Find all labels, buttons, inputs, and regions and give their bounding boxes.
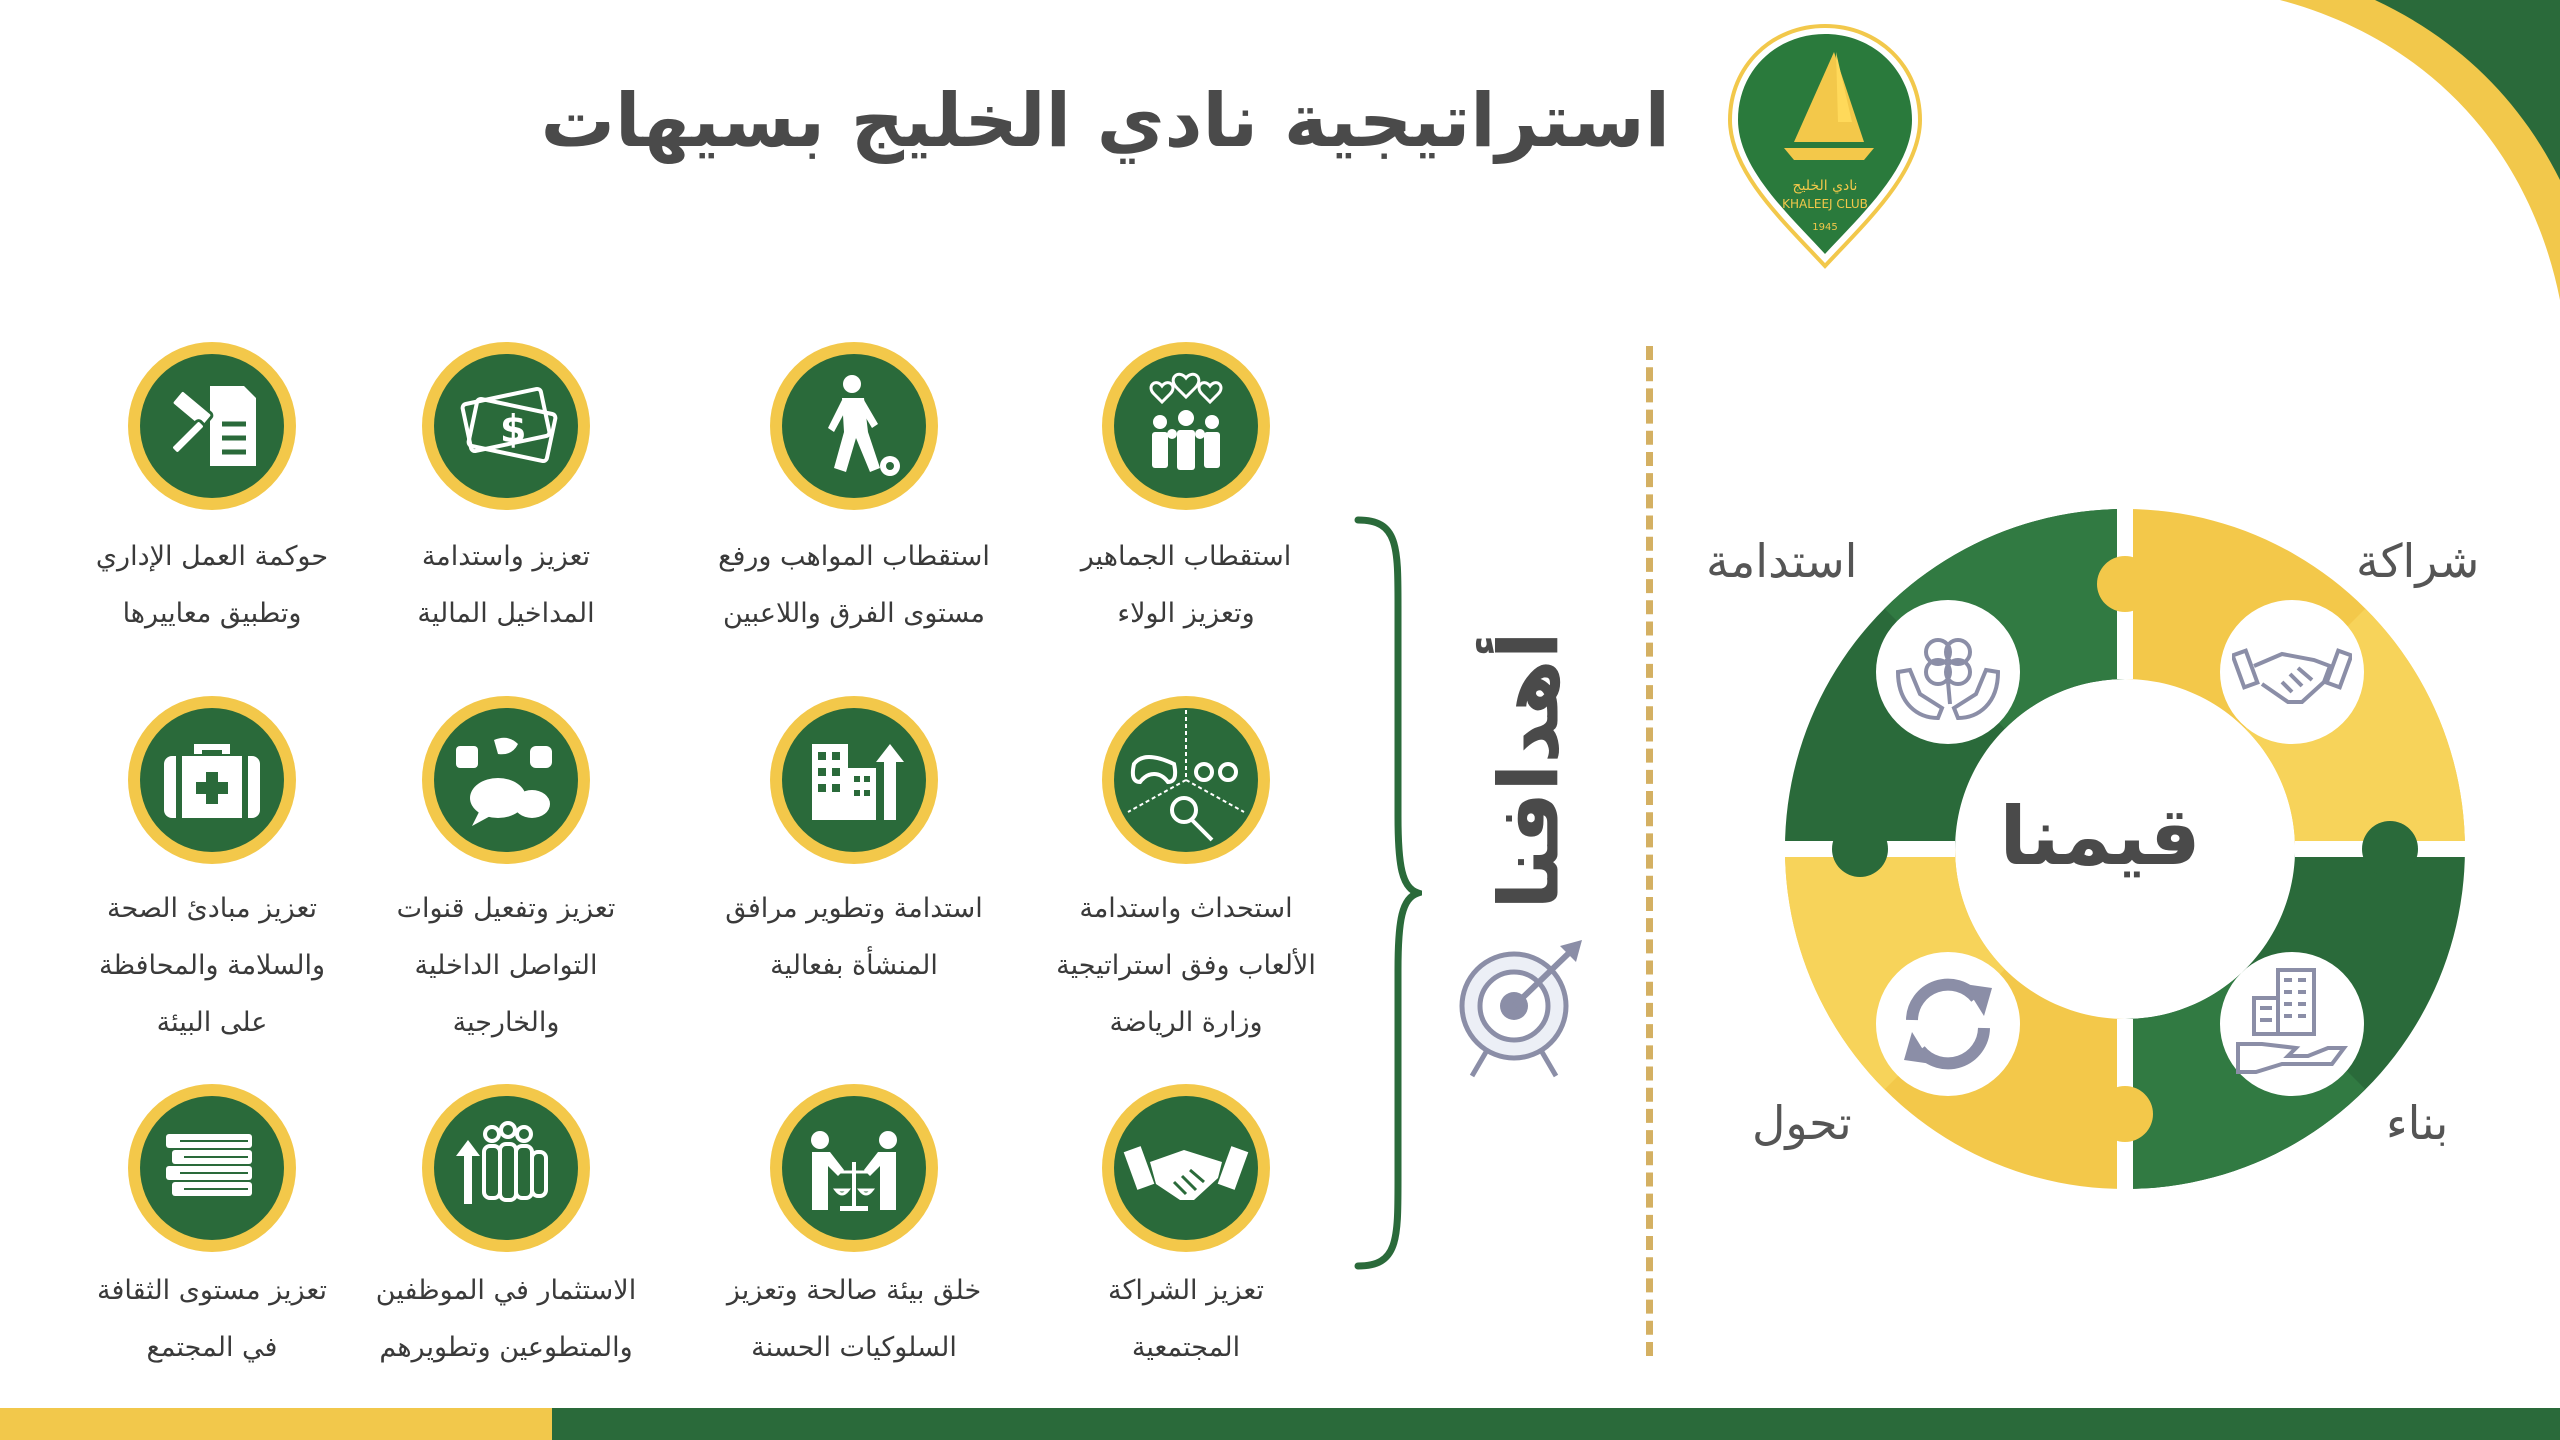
goal-icon-justice xyxy=(768,1082,940,1254)
value-building-label: بناء xyxy=(2386,1096,2449,1150)
goal-icon-money xyxy=(420,340,592,512)
value-transformation-icon xyxy=(1888,964,2008,1084)
goals-heading: أهدافنا xyxy=(1482,630,1578,910)
goal-icon-firstaid xyxy=(126,694,298,866)
page-title: استراتيجية نادي الخليج بسيهات xyxy=(540,78,1670,164)
value-partnership-label: شراكة xyxy=(2356,534,2480,588)
svg-text:$: $ xyxy=(500,407,527,451)
goal-icon-team xyxy=(420,1082,592,1254)
goal-6-label: استدامة وتطوير مرافق المنشأة بفعالية xyxy=(725,893,983,981)
value-transformation-label: تحول xyxy=(1752,1096,1852,1150)
goal-icon-player xyxy=(768,340,940,512)
goal-icon-social xyxy=(420,694,592,866)
goal-1-label: استقطاب الجماهير وتعزيز الولاء xyxy=(1080,541,1292,629)
goal-9-label: تعزيز الشراكة المجتمعية xyxy=(1108,1275,1264,1363)
value-building-icon xyxy=(2232,964,2352,1084)
value-sustainability-icon xyxy=(1888,612,2008,732)
goal-icon-fans xyxy=(1100,340,1272,512)
logo-arabic-text: نادي الخليج xyxy=(1792,178,1858,194)
footer-bar-green xyxy=(552,1408,2560,1440)
footer-bar-yellow xyxy=(0,1408,552,1440)
goal-10-label: خلق بيئة صالحة وتعزيز السلوكيات الحسنة xyxy=(726,1275,982,1363)
goal-icon-gavel xyxy=(126,340,298,512)
values-center-label: قيمنا xyxy=(1999,790,2201,883)
value-sustainability-label: استدامة xyxy=(1706,534,1858,588)
goal-4-label: حوكمة العمل الإداري وتطبيق معاييرها xyxy=(95,541,329,629)
goal-5-label: استحداث واستدامة الألعاب وفق استراتيجية وزارة الرياضة xyxy=(1056,893,1316,1038)
section-divider xyxy=(1646,346,1653,1356)
club-logo xyxy=(1724,22,1926,270)
corner-decoration xyxy=(2280,0,2560,300)
goal-icon-books xyxy=(126,1082,298,1254)
goal-8-label: تعزيز مبادئ الصحة والسلامة والمحافظة على البيئة xyxy=(98,893,326,1038)
value-partnership-icon xyxy=(2232,612,2352,732)
goal-7-label: تعزيز وتفعيل قنوات التواصل الداخلية والخارجية xyxy=(396,893,616,1038)
goal-icon-sports xyxy=(1100,694,1272,866)
logo-english-text: KHALEEJ CLUB xyxy=(1782,197,1868,211)
goal-12-label: تعزيز مستوى الثقافة في المجتمع xyxy=(97,1275,327,1363)
goal-icon-building xyxy=(768,694,940,866)
goal-3-label: تعزيز واستدامة المداخيل المالية xyxy=(417,541,595,629)
goal-2-label: استقطاب المواهب ورفع مستوى الفرق واللاعبين xyxy=(718,541,990,629)
goal-icon-handshake xyxy=(1100,1082,1272,1254)
goals-brace xyxy=(1352,516,1422,1270)
logo-year: 1945 xyxy=(1812,222,1838,233)
target-icon xyxy=(1452,934,1592,1082)
goal-11-label: الاستثمار في الموظفين والمتطوعين وتطويرهم xyxy=(375,1275,637,1363)
